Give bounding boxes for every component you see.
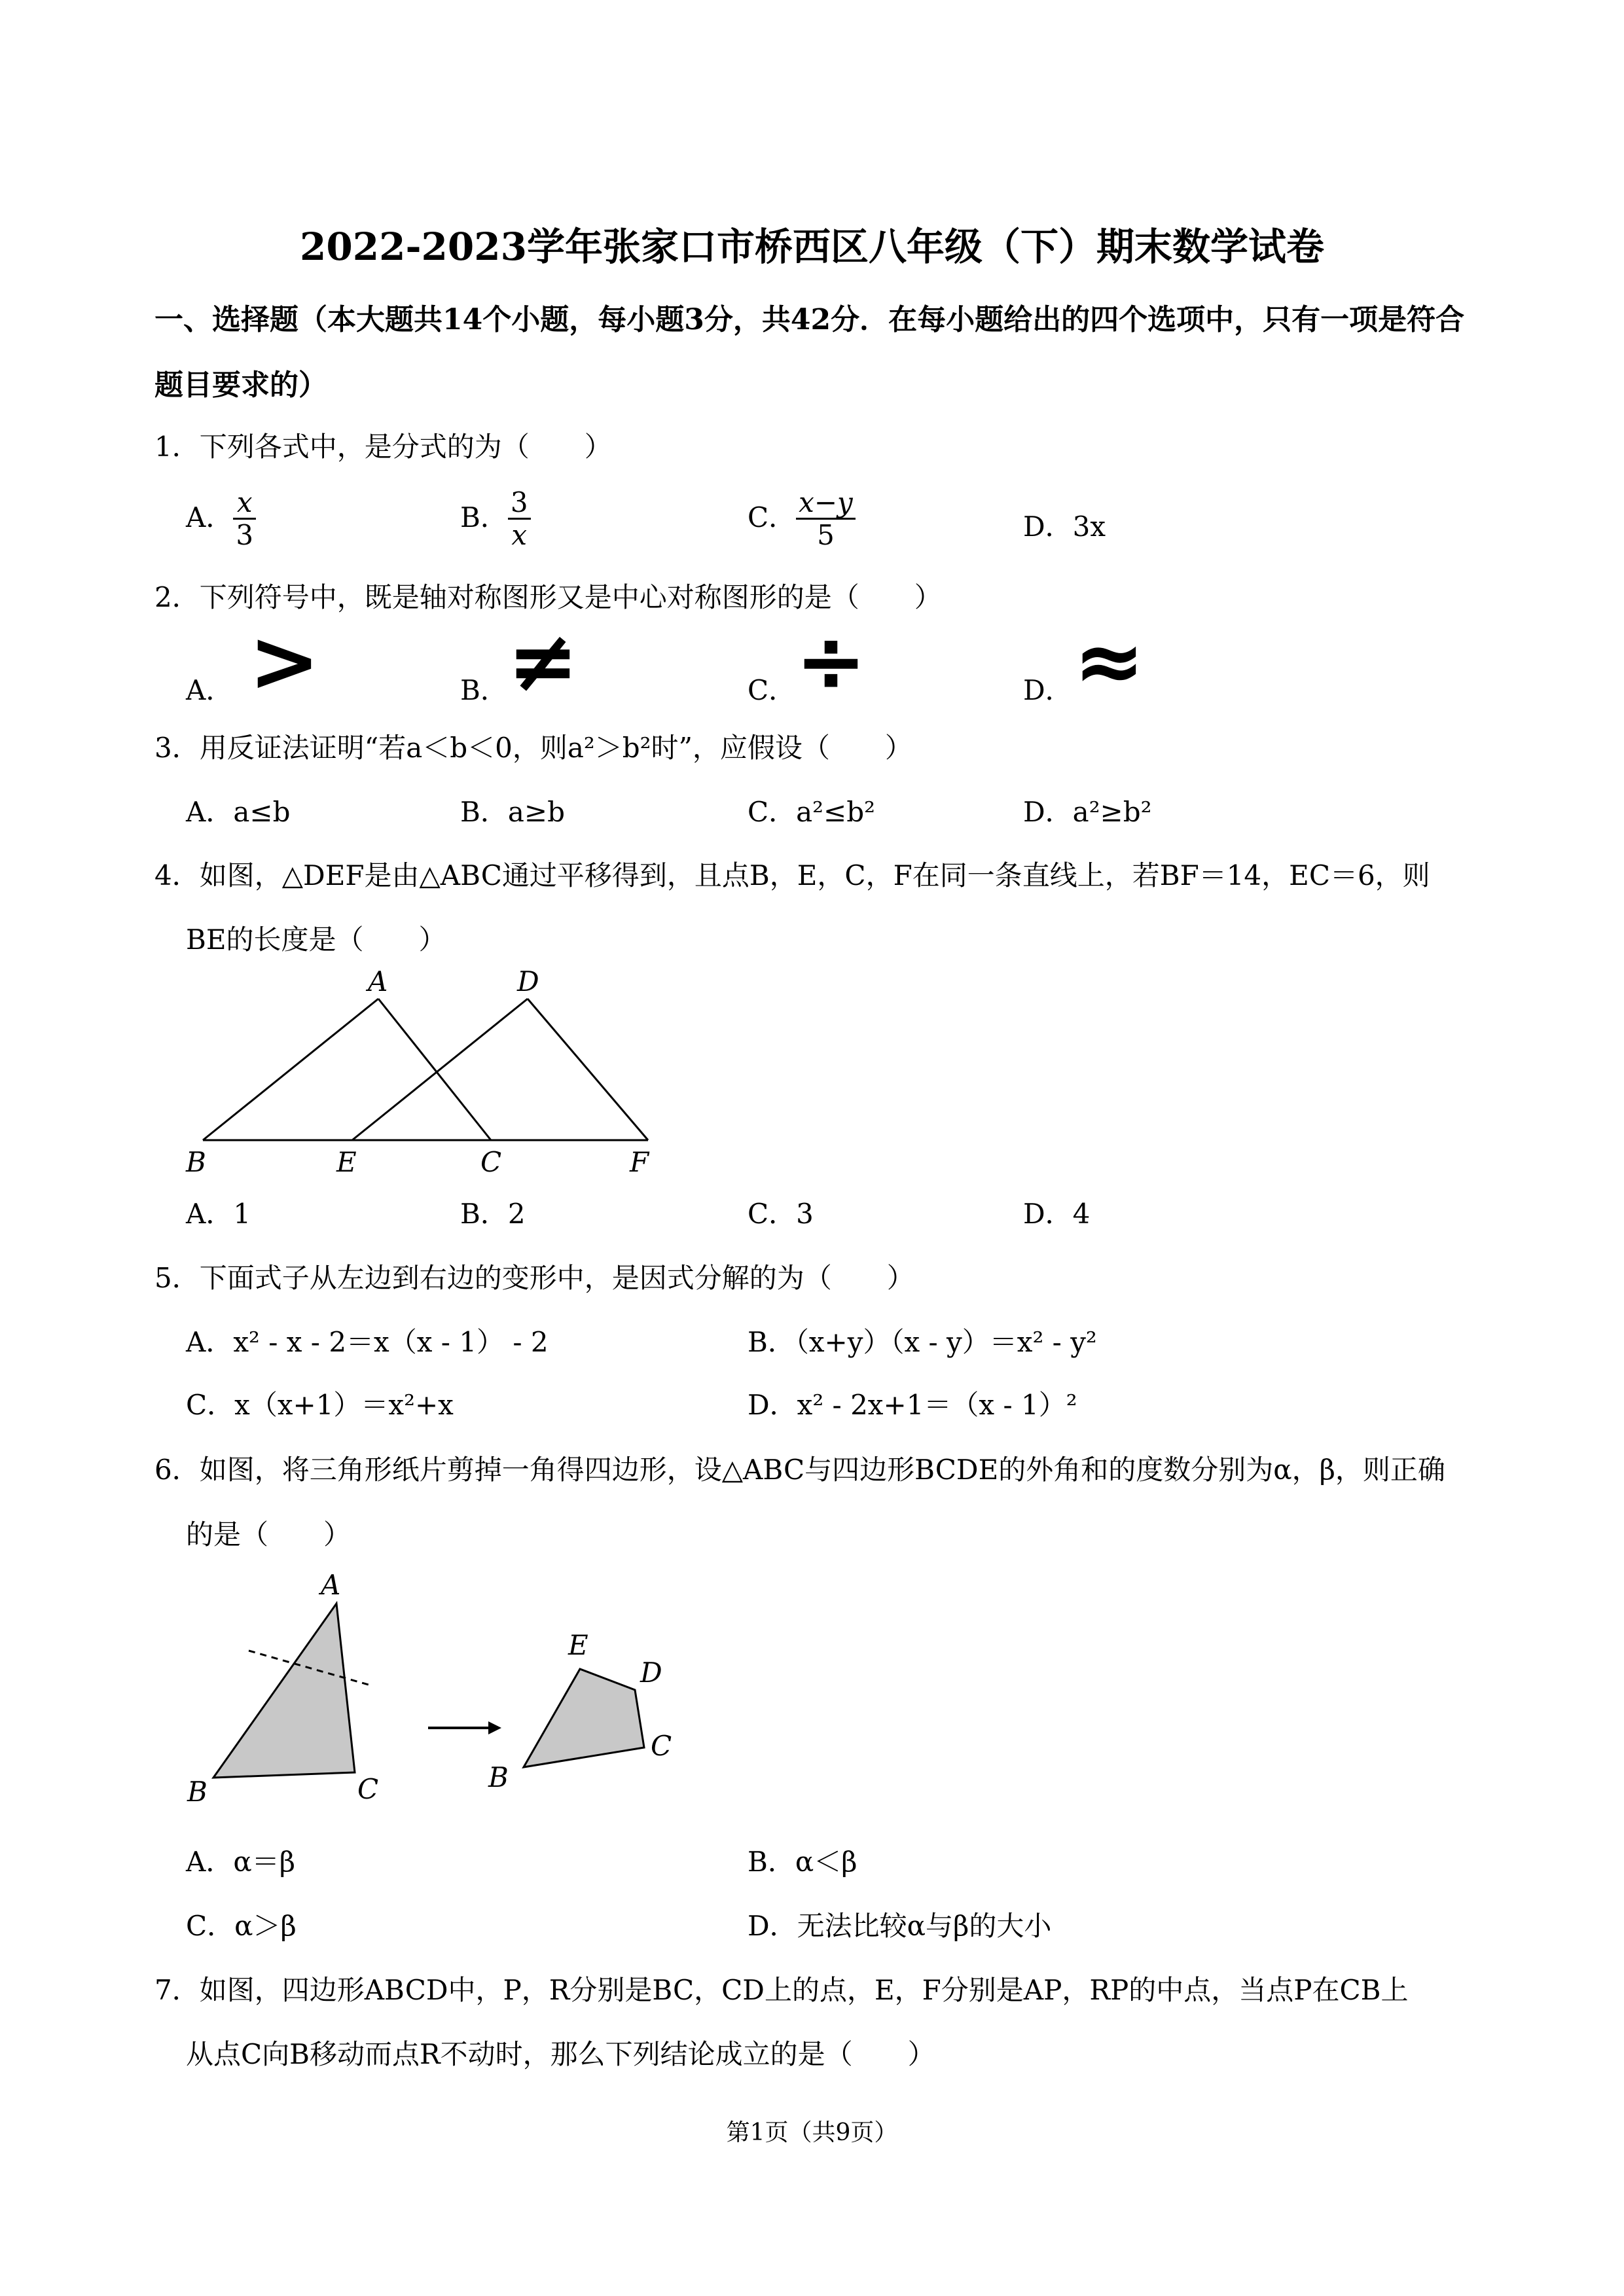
q1-option-d: D．3x: [1023, 511, 1106, 543]
tri-label-c: C: [357, 1773, 379, 1805]
arrow-right-icon: [488, 1721, 501, 1734]
q6-option-b: B．α＜β: [748, 1846, 857, 1878]
quadrilateral-bcde: [524, 1669, 644, 1767]
question-4-stem-line1: 4．如图，△DEF是由△ABC通过平移得到，且点B，E，C，F在同一条直线上，若BF＝14，EC＝6，则: [154, 859, 1430, 891]
q5-option-c: C．x（x+1）＝x²+x: [186, 1389, 454, 1421]
q3-option-d: D．a²≥b²: [1023, 796, 1152, 828]
quad-label-d: D: [640, 1657, 662, 1689]
q5-option-a: A．x² - x - 2＝x（x - 1） - 2: [186, 1326, 549, 1358]
q6-cut-triangle-figure: [177, 1571, 707, 1820]
label-a: A: [368, 969, 388, 997]
q4-option-d: D．4: [1023, 1198, 1091, 1230]
q1-b-prefix: B．: [460, 501, 508, 533]
q1-option-a: [186, 488, 256, 551]
section-heading-line1: 一、选择题（本大题共14个小题，每小题3分，共42分．在每小题给出的四个选项中，只有一项是符合: [154, 303, 1465, 336]
label-d: D: [517, 969, 539, 997]
question-1-stem: 1．下列各式中，是分式的为（ ）: [154, 431, 612, 463]
segment-ed: [352, 999, 528, 1140]
question-7-stem-line2: 从点C向B移动而点R不动时，那么下列结论成立的是（ ）: [186, 2038, 935, 2070]
q2-option-b-label: B．: [460, 674, 508, 706]
approx-symbol: ≈: [1074, 611, 1145, 711]
label-c: C: [480, 1146, 502, 1178]
section-heading-line2: 题目要求的）: [154, 368, 327, 402]
question-2-stem: 2．下列符号中，既是轴对称图形又是中心对称图形的是（ ）: [154, 581, 942, 613]
q5-option-d: D．x² - 2x+1＝（x - 1）²: [748, 1389, 1077, 1421]
quad-label-c: C: [651, 1730, 672, 1762]
q5-option-b: B．（x+y）（x - y）＝x² - y²: [748, 1326, 1097, 1358]
triangle-abc: [213, 1604, 355, 1778]
q1-c-fraction: [796, 488, 856, 551]
q3-option-b: B．a≥b: [460, 796, 565, 828]
question-3-stem: 3．用反证法证明“若a＜b＜0，则a²＞b²时”，应假设（ ）: [154, 732, 912, 764]
question-5-stem: 5．下面式子从左边到右边的变形中，是因式分解的为（ ）: [154, 1262, 914, 1294]
q1-a-num: x: [233, 488, 256, 520]
q1-b-fraction: [508, 488, 531, 551]
label-b: B: [186, 1146, 206, 1178]
question-6-stem-line1: 6．如图，将三角形纸片剪掉一角得四边形，设△ABC与四边形BCDE的外角和的度数分别为α，β，则正确: [154, 1454, 1445, 1486]
tri-label-a: A: [321, 1571, 341, 1601]
q4-option-c: C．3: [748, 1198, 814, 1230]
question-7-stem-line1: 7．如图，四边形ABCD中，P，R分别是BC，CD上的点，E，F分别是AP，RP的中点，当点P在CB上: [154, 1974, 1409, 2006]
q1-a-prefix: A．: [186, 501, 234, 533]
quad-label-b: B: [488, 1761, 509, 1793]
q1-c-den: 5: [817, 519, 835, 552]
q1-b-den: x: [511, 519, 528, 552]
exam-title: 2022-2023学年张家口市桥西区八年级（下）期末数学试卷: [300, 224, 1324, 269]
tri-label-b: B: [187, 1776, 208, 1808]
quad-label-e: E: [568, 1629, 588, 1661]
q4-option-a: A．1: [186, 1198, 251, 1230]
q4-translation-figure: [177, 969, 674, 1178]
q1-c-num: x−y: [796, 488, 856, 520]
q3-option-a: A．a≤b: [186, 796, 291, 828]
question-4-stem-line2: BE的长度是（ ）: [186, 924, 446, 956]
q1-a-den: 3: [236, 519, 254, 552]
q6-option-a: A．α＝β: [186, 1846, 295, 1878]
label-f: F: [630, 1146, 649, 1178]
question-6-stem-line2: 的是（ ）: [186, 1518, 352, 1551]
q1-b-num: 3: [508, 488, 531, 520]
greater-than-symbol: >: [249, 611, 320, 711]
q1-option-c: [748, 488, 856, 551]
segment-df: [528, 999, 648, 1140]
segment-ba: [203, 999, 378, 1140]
q1-a-fraction: [233, 488, 256, 551]
q3-option-c: C．a²≤b²: [748, 796, 875, 828]
segment-ac: [378, 999, 491, 1140]
q1-option-b: [460, 488, 531, 551]
q2-option-d-label: D．: [1023, 674, 1073, 706]
q1-c-prefix: C．: [748, 501, 797, 533]
page-footer: 第1页（共9页）: [726, 2119, 898, 2146]
label-e: E: [336, 1146, 357, 1178]
q4-option-b: B．2: [460, 1198, 526, 1230]
q6-option-c: C．α＞β: [186, 1910, 297, 1942]
q2-option-a-label: A．: [186, 674, 234, 706]
division-symbol: ÷: [795, 611, 867, 711]
q2-option-c-label: C．: [748, 674, 797, 706]
not-equal-symbol: ≠: [507, 611, 579, 711]
q6-option-d: D．无法比较α与β的大小: [748, 1910, 1052, 1942]
